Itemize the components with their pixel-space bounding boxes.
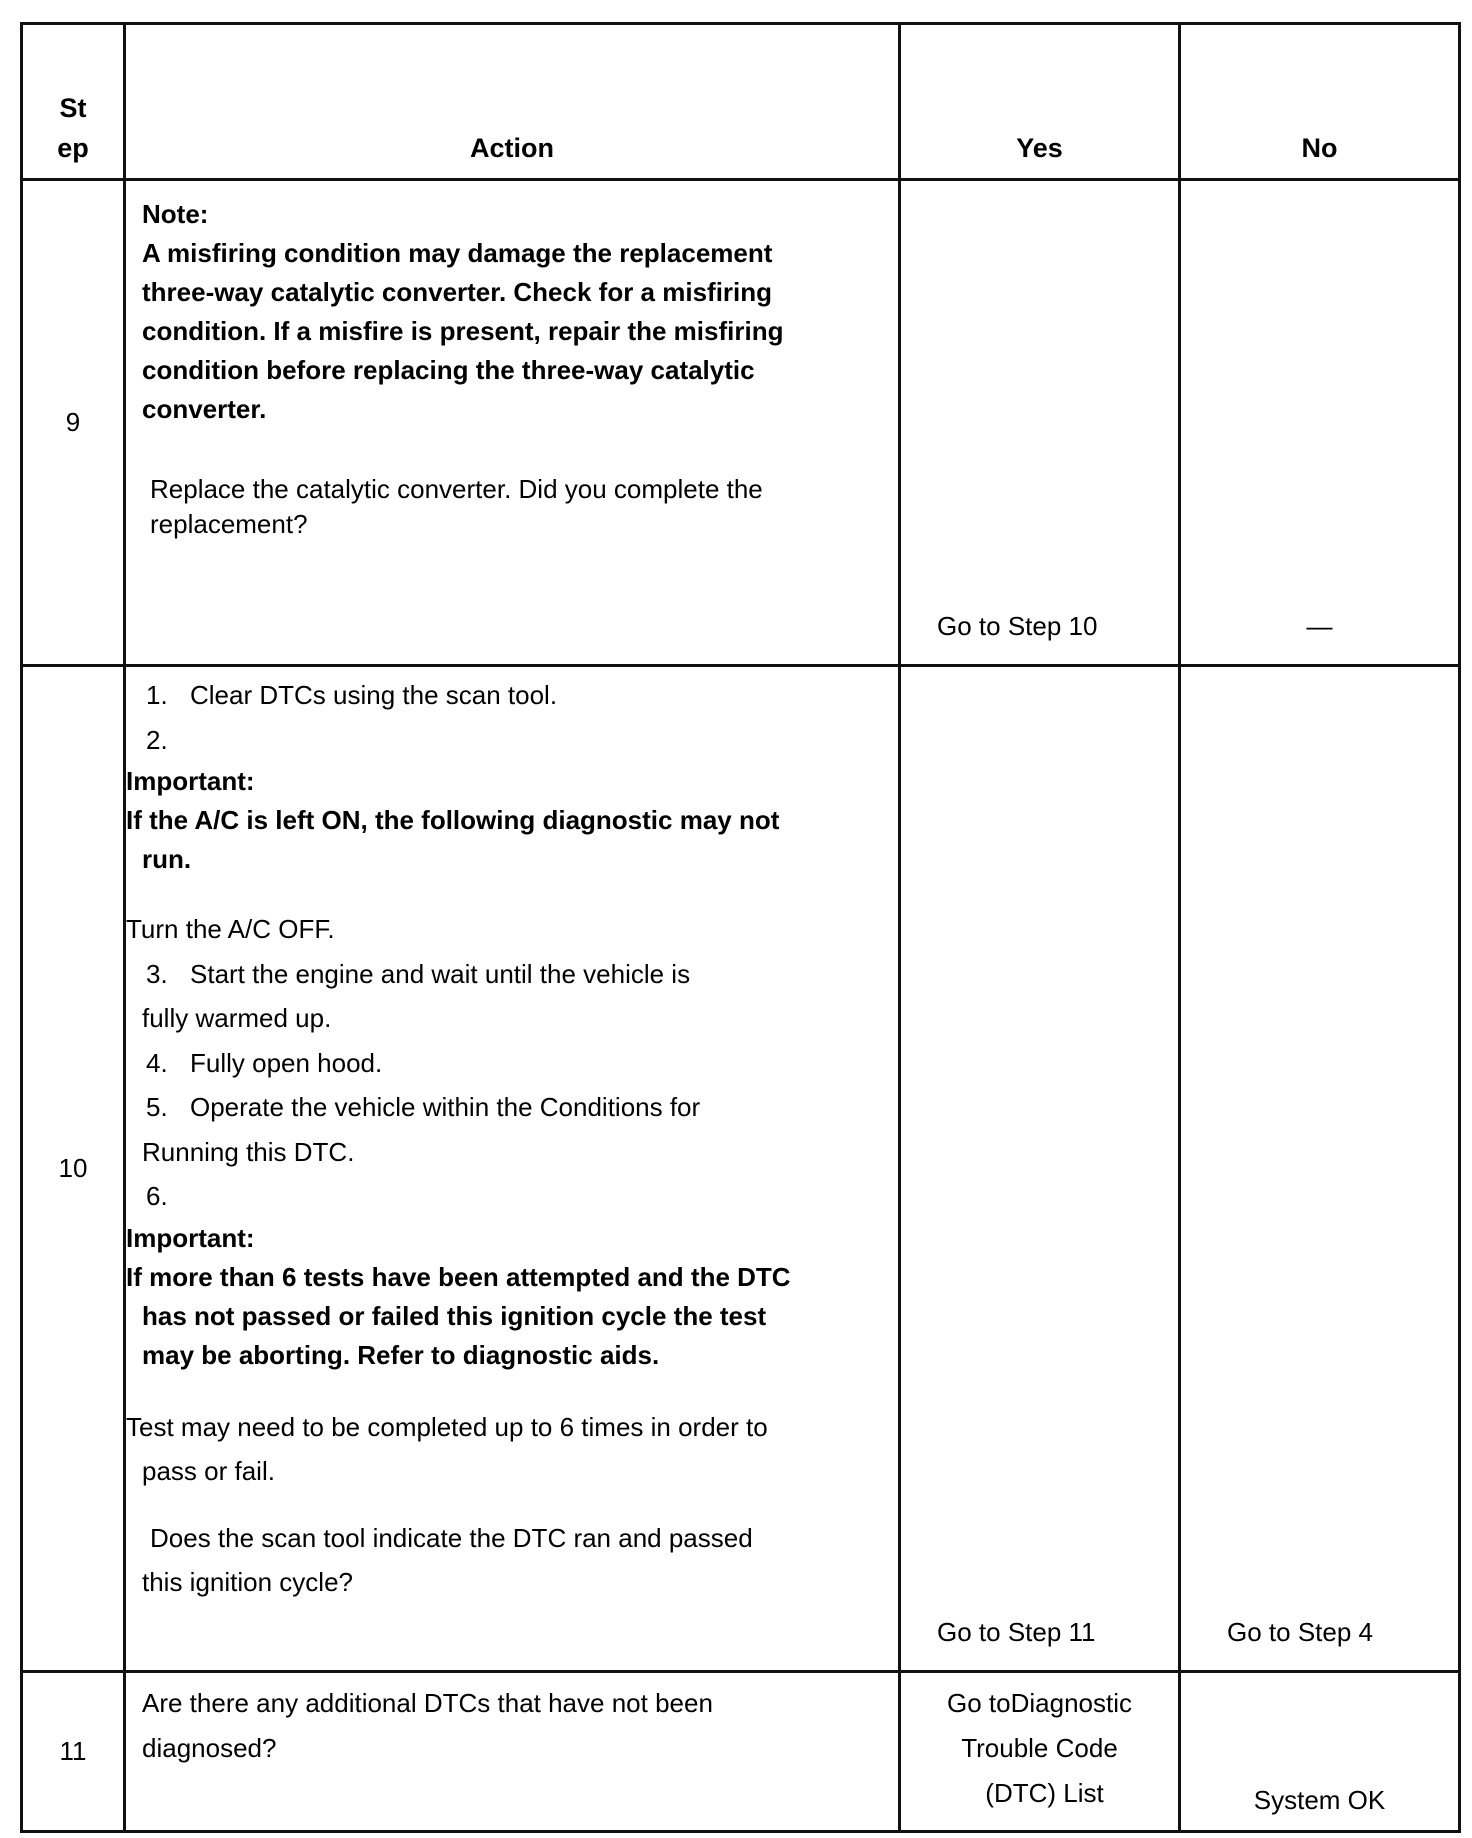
question-line: this ignition cycle? [142, 1567, 353, 1597]
list-item [126, 1174, 878, 1219]
note-line: three-way catalytic converter. Check for a misfiring [142, 277, 773, 307]
list-item-continuation: Running this DTC. [142, 1136, 355, 1167]
note-line: A misfiring condition may damage the replacement [142, 238, 773, 268]
header-row [22, 24, 1460, 180]
list-item-number: 5. [146, 1092, 168, 1122]
table-row-step-11 [22, 1672, 1460, 1832]
note-line: condition. If a misfire is present, repair the misfiring [142, 316, 784, 346]
question-line: Does the scan tool indicate the DTC ran and passed [150, 1522, 753, 1553]
step-number: 11 [22, 1672, 125, 1832]
important-line: has not passed or failed this ignition cycle the test [142, 1300, 767, 1331]
note-label: Note: [142, 199, 209, 229]
action-line: Replace the catalytic converter. Did you complete the [150, 474, 763, 504]
yes-result [900, 1672, 1180, 1832]
important-line: run. [142, 844, 192, 874]
action-line: replacement? [150, 509, 308, 539]
important-line: If more than 6 tests have been attempted and the DTC [126, 1261, 791, 1292]
list-item-number: 2. [146, 724, 168, 755]
yes-result-line: (DTC) List [985, 1778, 1104, 1808]
header-step-line2: ep [57, 133, 89, 163]
yes-result: Go to Step 10 [900, 180, 1180, 666]
test-note-line: Test may need to be completed up to 6 times in order to [126, 1411, 768, 1442]
table-row-step-9 [22, 180, 1460, 666]
action-cell [125, 180, 900, 666]
step-number: 9 [22, 180, 125, 666]
list-item [126, 1085, 878, 1130]
note-line: converter. [142, 394, 267, 424]
list-item [126, 952, 878, 997]
header-step-line1: St [59, 93, 87, 123]
list-item [126, 673, 878, 718]
note-line: condition before replacing the three-way catalytic [142, 355, 755, 385]
list-item-number: 1. [146, 680, 168, 710]
header-yes: Yes [900, 24, 1180, 180]
test-note-line: pass or fail. [142, 1456, 275, 1486]
list-item [126, 1041, 878, 1086]
yes-result-line: Trouble Code [961, 1733, 1118, 1763]
no-result: System OK [1180, 1672, 1460, 1832]
list-item-number: 4. [146, 1047, 168, 1078]
yes-result-line: Go toDiagnostic [947, 1688, 1132, 1718]
important-line: may be aborting. Refer to diagnostic aids. [142, 1339, 660, 1370]
list-item [126, 718, 878, 763]
action-line: Are there any additional DTCs that have not been [142, 1688, 713, 1718]
no-result: Go to Step 4 [1180, 666, 1460, 1672]
list-item-number: 3. [146, 958, 168, 989]
action-line: diagnosed? [142, 1733, 277, 1763]
no-result: — [1180, 180, 1460, 666]
yes-result: Go to Step 11 [900, 666, 1180, 1672]
important-line: If the A/C is left ON, the following diagnostic may not [126, 805, 780, 835]
list-item-text: Operate the vehicle within the Conditions for [190, 1092, 701, 1122]
step-number: 10 [22, 666, 125, 1672]
important-label: Important: [126, 1222, 255, 1253]
list-item-number: 6. [146, 1181, 168, 1211]
list-item-text: Start the engine and wait until the vehicle is [190, 958, 691, 989]
list-item-continuation: fully warmed up. [142, 1003, 332, 1033]
diagnostic-table [20, 22, 1461, 1833]
important-label: Important: [126, 766, 255, 796]
header-action: Action [125, 24, 900, 180]
list-item-text: Clear DTCs using the scan tool. [190, 680, 558, 710]
header-no: No [1180, 24, 1460, 180]
action-cell [125, 1672, 900, 1832]
action-cell [125, 666, 900, 1672]
ac-off-text: Turn the A/C OFF. [126, 914, 335, 944]
table-row-step-10 [22, 666, 1460, 1672]
header-step [22, 24, 125, 180]
list-item-text: Fully open hood. [190, 1047, 383, 1078]
